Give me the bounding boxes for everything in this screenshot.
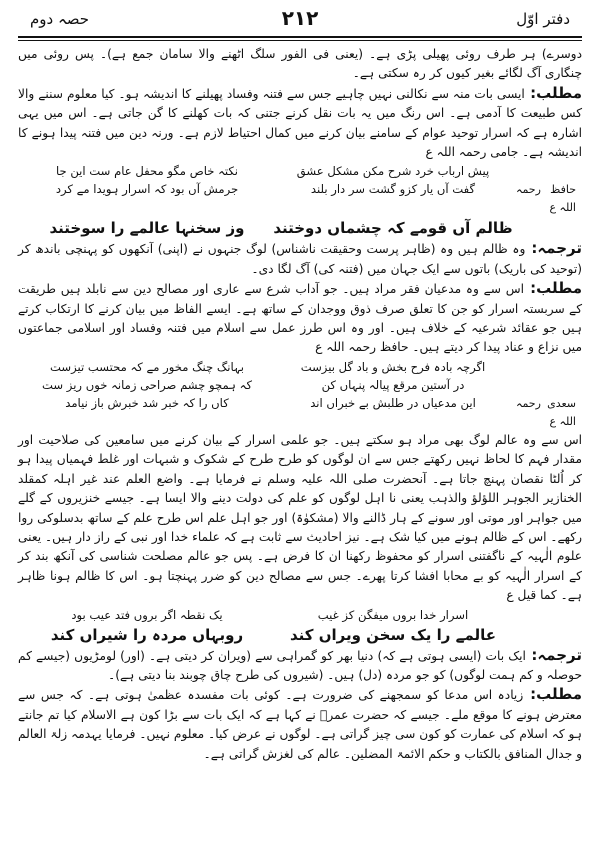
paragraph-label: ترجمہ: xyxy=(525,239,583,258)
verse-couplet xyxy=(18,358,582,376)
page-body xyxy=(18,45,582,764)
verse-first-hemistich: این مدعیاں در طلبش بے خبراں اند xyxy=(310,395,476,410)
verse-couplet xyxy=(18,162,582,180)
paragraph-label: ترجمہ: xyxy=(525,645,582,664)
paragraph-label: مطلب: xyxy=(524,83,583,102)
paragraph-text: وہ ظالم ہیں وہ (ظاہر پرست وحقیقت ناشناس) لوگ جنہوں نے (اپنی) آنکھوں کو پہنچی باندھ کر (توحید کی باریک) باتوں سے ایک جہان میں (فتنہ کی) آگ لگا دی۔ xyxy=(18,242,582,276)
paragraph xyxy=(18,431,582,606)
verse-second-hemistich: روبہاں مردہ را شیراں کند xyxy=(50,625,244,644)
verse-first-hemistich: پیش ارباب خرد شرح مکن مشکل عشق xyxy=(296,164,490,179)
page-number: ۲۱۲ xyxy=(281,6,319,30)
paragraph-text: اس سے وہ عالم لوگ بھی مراد ہو سکتے ہیں۔ جو علمی اسرار کے بیان کرنے میں سامعین کی صلاحیت اور مقدار فہم کا لحاظ نہیں رکھتے جس سے ان لوگوں کو طرح طرح کے شکوک و شبہات اور غلط فہمیاں پیدا ہو کر اُلٹا نقصان پہنچ جاتا ہے۔ آنحضرت صلی اللہ علیہ وسلم نے فرمایا ہے۔ واضع العلم عند غیر اہلہ کمقلد الخنازیر الجوہر اللؤلؤ والذہب یعنی نا اہل لوگوں کو علم کی دولت دینے والا ایسا ہے۔ جیسے خنزیروں کے گلے میں جواہر اور موتی اور سونے کے ہار ڈالنے والا (مشکوٰۃ) اور جو اہل علم اس طرح علم کے ساتھ بدسلوکی روا رکھے۔ اس کے ظالم ہونے میں کیا شک ہے۔ نیز احادیث سے ثابت ہے کہ علماء خدا اور نبی کے راز دار ہیں۔ یعنی علوم الٰہیہ کے ناگفتنی اسرار کو محفوظ رکھنا ان کا فرض ہے۔ پس جو عالم مصلحت شناسی کی آنکھ بند کر کے اسرار الٰہیہ کو بے محابا افشا کرتا پھرے۔ جس سے مصالح دین کو ضرر پہنچتا ہو۔ اس کا ظالم ہونا ظاہر ہے۔ کما قیل ع xyxy=(18,432,582,603)
paragraph-text: دوسرے) ہر طرف روئی پھیلی پڑی ہے۔ (یعنی فی الفور سلگ اٹھنے والا سامان جمع ہے)۔ پس روئی میں چنگاری آگ لگائے بغیر کیوں کر رہ سکتی ہے۔ xyxy=(18,47,582,81)
verse-couplet xyxy=(18,624,582,646)
verse-couplet xyxy=(18,606,582,624)
verse-couplet xyxy=(18,394,582,431)
book-title: دفتر اوّل xyxy=(516,10,570,28)
verse-first-hemistich: در آستین مرقع پیالہ پنہاں کن xyxy=(321,377,465,392)
header-rule xyxy=(18,36,582,41)
paragraph xyxy=(18,279,582,358)
paragraph-label: مطلب: xyxy=(523,685,582,704)
verse-first-hemistich: اگرچہ بادہ فرح بخش و باد گل بیزست xyxy=(300,359,486,374)
verse-couplet xyxy=(18,376,582,394)
paragraph xyxy=(18,45,582,84)
verse-second-hemistich: یک نقطہ اگر بروں فتد عیب بود xyxy=(71,607,223,622)
paragraph xyxy=(18,239,582,279)
paragraph-label: مطلب: xyxy=(524,279,582,298)
verse-second-hemistich: نکتہ خاص مگو محفل عام ست این جا xyxy=(55,164,239,179)
verse-second-hemistich: کاں را کہ خبر شد خبرش باز نیامد xyxy=(65,395,229,410)
verse-attribution: حافظ رحمہ اللہ ع xyxy=(516,183,576,215)
verse-second-hemistich: کہ ہمچو چشم صراحی زمانہ خوں ریز ست xyxy=(42,377,252,392)
paragraph-text: اس سے وہ مدعیان فقر مراد ہیں۔ جو آداب شرع سے عاری اور مصالح دین سے نابلد ہیں طریقت کے سربستہ اسرار کو جن کا تعلق صرف ذوق ووجدان کے ساتھ ہے۔ ایسے الفاظ میں بیان کرنے کا ارتکاب کرتے ہیں جو عقائد شرعیہ کے خلاف ہیں۔ اور وہ اس طرز عمل سے اسلام میں فتنہ وفساد اور اسلامی جماعتوں میں نزاع و عناد پیدا کر دیتے ہیں۔ حافظ رحمہ اللہ ع xyxy=(18,282,582,355)
verse-second-hemistich: بہانگ چنگ مخور مے کہ محتسب تیزست xyxy=(49,359,245,374)
part-label: حصہ دوم xyxy=(30,10,90,28)
paragraph xyxy=(18,84,582,163)
verse-first-hemistich: گفت آں یار کزو گشت سر دار بلند xyxy=(310,182,476,197)
verse-first-hemistich: عالمے را یک سخن ویراں کند xyxy=(289,625,497,644)
verse-couplet xyxy=(18,180,582,217)
paragraph-text: زیادہ اس مدعا کو سمجھنے کی ضرورت ہے۔ کوئی بات مفسدہ عظمیٰ ہوتی ہے۔ کہ جس سے معترض ہونے کا موقع ملے۔ جیسے کہ حضرت عمرؓ نے کہا ہے کہ ایک بات سے بڑا کون ہے الاسلام کیا تم جانتے ہو کہ اسلام کی عمارت کو کون سی چیز گراتی ہے۔ لوگوں نے عرض کیا۔ معلوم نہیں۔ فرمایا یہدمہ زلۃ العالم و جدال المنافق بالکتاب و حکم الائمۃ المضلین۔ عالم کی لغزش گراتی ہے۔ xyxy=(18,688,582,761)
verse-couplet xyxy=(18,217,582,239)
paragraph xyxy=(18,646,582,686)
paragraph-text: ایک بات (ایسی ہوتی ہے کہ) دنیا بھر کو گمراہی سے (ویران کر دیتی ہے۔ (اور) لومڑیوں (جیسے کم حوصلہ و کم ہمت لوگوں) کو جو مردہ (دل) ہیں۔ (شیروں کی طرح چاق چوبند بنا دیتی ہے)۔ xyxy=(18,648,582,682)
verse-attribution: سعدی رحمہ اللہ ع xyxy=(516,396,576,428)
verse-second-hemistich: جرمش آں بود کہ اسرار ہویدا مے کرد xyxy=(55,182,239,197)
verse-first-hemistich: ظالم آں قومے کہ چشماں دوختند xyxy=(273,219,513,238)
page-header xyxy=(18,6,582,34)
paragraph-text: ایسی بات منہ سے نکالنی نہیں چاہیے جس سے فتنہ وفساد پھیلنے کا اندیشہ ہو۔ کیا معلوم سننے والا کس طبیعت کا آدمی ہے۔ اس رنگ میں یہ بات نقل کرنے جتنی کہ بات کھلنے کا گن جاتی ہے۔ اس میں یہی اشارہ ہے کہ اسرار توحید عوام کے سامنے بیان کرنے میں کمال احتیاط لازم ہے۔ ورنہ دین میں فتنہ پیدا ہونے کا اندیشہ ہے۔ جامی رحمہ اللہ ع xyxy=(18,86,582,160)
verse-second-hemistich: وز سخنہا عالمے را سوختند xyxy=(49,219,245,238)
paragraph xyxy=(18,685,582,764)
verse-first-hemistich: اسرار خدا بروں میفگن کز غیب xyxy=(317,607,469,622)
